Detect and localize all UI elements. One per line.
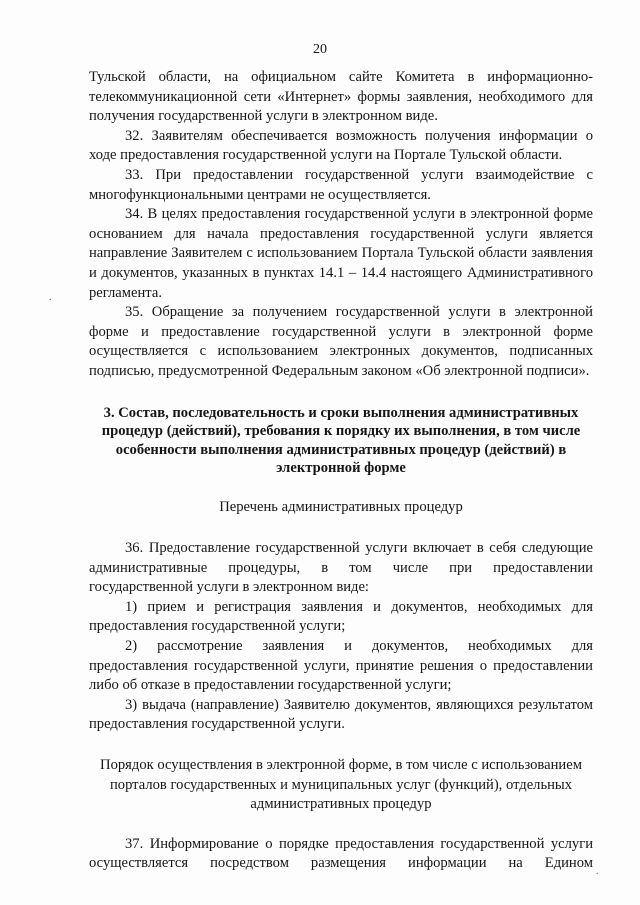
subheading-procedure-list: Перечень административных процедур bbox=[219, 498, 463, 515]
subheading-electronic-procedures: Порядок осуществления в электронной форме, в том числе с использованием порталов государственных и муниципальных услуг (функций), отдельных административных процедур bbox=[100, 757, 582, 813]
paragraph-36: 36. Предоставление государственной услуги включает в себя следующие административные процедуры, в том числе при предоставлении государственной услуги в электронном виде: bbox=[89, 540, 593, 596]
list-item-2: 2) рассмотрение заявления и документов, необходимых для предоставления государственной услуги, принятие решения о предоставлении либо об отказе в предоставлении государственной услуги; bbox=[89, 638, 593, 694]
paragraph-37: 37. Информирование о порядке предоставления государственной услуги осуществляется посредством размещения информации на Едином bbox=[89, 835, 593, 872]
scan-speck: . bbox=[49, 292, 52, 303]
paragraph-35: 35. Обращение за получением государственной услуги в электронной форме и предоставление государственной услуги в электронной форме осуществляется с использованием электронных документов, подписанных подписью, предусмотренной Федеральным законом «Об электронной подписи». bbox=[89, 304, 593, 379]
list-item-1: 1) прием и регистрация заявления и документов, необходимых для предоставления государственной услуги; bbox=[89, 598, 593, 635]
section-heading: 3. Состав, последовательность и сроки выполнения административных процедур (действий), требования к порядку их выполнения, в том числе особенности выполнения административных процедур (действий) в электронной форме bbox=[101, 404, 581, 476]
scan-speck: . bbox=[596, 866, 599, 877]
paragraph-34: 34. В целях предоставления государственной услуги в электронной форме основанием для начала предоставления государственной услуги является направление Заявителем с использованием Портала Тульской области заявления и документов, указанных в пунктах 14.1 – 14.4 настоящего Административного регламента. bbox=[89, 206, 593, 301]
page-number: 20 bbox=[313, 42, 327, 57]
paragraph-32: 32. Заявителям обеспечивается возможность получения информации о ходе предоставления государственной услуги на Портале Тульской области. bbox=[89, 127, 593, 164]
list-item-3: 3) выдача (направление) Заявителю документов, являющихся результатом предоставления государственной услуги. bbox=[89, 696, 593, 733]
paragraph-continuation: Тульской области, на официальном сайте Комитета в информационно-телекоммуникационной сети «Интернет» формы заявления, необходимого для получения государственной услуги в электронном виде. bbox=[89, 69, 593, 125]
paragraph-33: 33. При предоставлении государственной услуги взаимодействие с многофункциональными центрами не осуществляется. bbox=[89, 166, 593, 203]
document-body bbox=[89, 68, 593, 874]
